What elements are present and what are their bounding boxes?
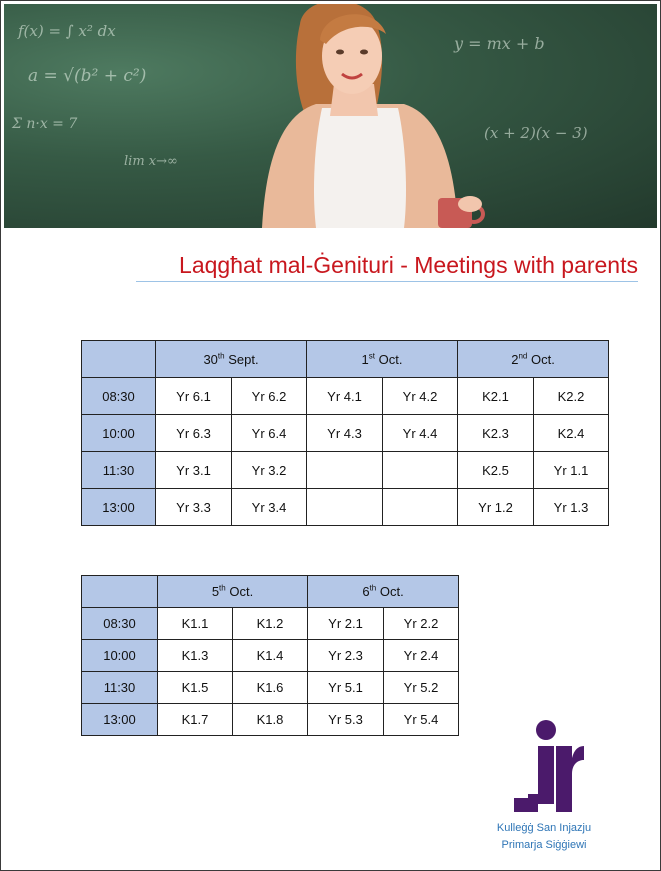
school-name <box>484 820 604 854</box>
class-cell: Yr 4.1 <box>307 378 383 415</box>
title-underline <box>136 281 638 282</box>
time-cell: 13:00 <box>82 489 156 526</box>
class-cell: K1.8 <box>233 704 308 736</box>
class-cell: Yr 2.4 <box>384 640 459 672</box>
chalk-formula: a = √(b² + c²) <box>28 66 147 86</box>
table-row <box>82 704 459 736</box>
table-row <box>82 672 459 704</box>
class-cell: Yr 1.3 <box>534 489 609 526</box>
class-cell: Yr 4.3 <box>307 415 383 452</box>
date-day: 5 <box>211 584 220 599</box>
date-header-cell <box>156 341 307 378</box>
date-header-cell <box>308 576 459 608</box>
class-cell <box>307 489 383 526</box>
date-month: Oct. <box>530 351 555 367</box>
teacher-photo <box>4 4 657 228</box>
class-cell: Yr 2.1 <box>308 608 384 640</box>
date-month: Oct. <box>229 584 254 599</box>
class-cell: Yr 2.2 <box>384 608 459 640</box>
class-cell <box>307 452 383 489</box>
date-day: 30 <box>203 351 218 367</box>
class-cell: K2.4 <box>534 415 609 452</box>
class-cell: Yr 1.2 <box>458 489 534 526</box>
time-cell: 13:00 <box>82 704 158 736</box>
class-cell: Yr 6.1 <box>156 378 232 415</box>
table-header-row <box>82 341 609 378</box>
class-cell: K1.3 <box>158 640 233 672</box>
class-cell: Yr 3.4 <box>232 489 307 526</box>
chalk-formula: y = mx + b <box>454 34 545 53</box>
class-cell: Yr 6.4 <box>232 415 307 452</box>
header-corner-cell <box>82 341 156 378</box>
class-cell: K2.1 <box>458 378 534 415</box>
date-ordinal-suffix: nd <box>518 351 528 361</box>
date-day: 6 <box>362 584 370 599</box>
time-cell: 11:30 <box>82 672 158 704</box>
table-header-row <box>82 576 459 608</box>
class-cell <box>383 489 458 526</box>
class-cell: Yr 6.3 <box>156 415 232 452</box>
class-cell: K2.5 <box>458 452 534 489</box>
table-row <box>82 452 609 489</box>
class-cell: K1.7 <box>158 704 233 736</box>
time-cell: 10:00 <box>82 415 156 452</box>
time-cell: 11:30 <box>82 452 156 489</box>
chalk-formula: (x + 2)(x − 3) <box>484 124 588 142</box>
date-ordinal-suffix: th <box>369 583 377 593</box>
school-name-line-1: Kulleġġ San Injazju <box>496 822 592 834</box>
school-logo <box>508 716 584 816</box>
date-month: Oct. <box>378 351 403 367</box>
table-row <box>82 608 459 640</box>
table-row <box>82 640 459 672</box>
class-cell: K1.2 <box>233 608 308 640</box>
date-day: 2 <box>511 351 519 367</box>
date-day: 1 <box>361 351 369 367</box>
class-cell: K2.3 <box>458 415 534 452</box>
class-cell: Yr 4.4 <box>383 415 458 452</box>
class-cell: Yr 2.3 <box>308 640 384 672</box>
time-cell: 08:30 <box>82 378 156 415</box>
class-cell: Yr 5.3 <box>308 704 384 736</box>
class-cell: Yr 1.1 <box>534 452 609 489</box>
meeting-schedule-table-2 <box>81 575 459 736</box>
date-ordinal-suffix: th <box>219 583 226 593</box>
class-cell: K2.2 <box>534 378 609 415</box>
date-header-cell <box>158 576 308 608</box>
hero-image <box>4 4 657 228</box>
class-cell: K1.4 <box>233 640 308 672</box>
class-cell: Yr 4.2 <box>383 378 458 415</box>
meeting-schedule-table-1 <box>81 340 609 526</box>
class-cell: K1.1 <box>158 608 233 640</box>
chalk-formula: f(x) = ∫ x² dx <box>18 22 116 40</box>
chalk-formula: lim x→∞ <box>124 154 178 169</box>
class-cell <box>383 452 458 489</box>
class-cell: K1.6 <box>233 672 308 704</box>
class-cell: Yr 3.1 <box>156 452 232 489</box>
class-cell: Yr 5.4 <box>384 704 459 736</box>
page-title: Laqgħat mal-Ġenituri - Meetings with parents <box>179 252 638 278</box>
date-header-cell <box>458 341 609 378</box>
class-cell: Yr 6.2 <box>232 378 307 415</box>
class-cell: Yr 5.2 <box>384 672 459 704</box>
time-cell: 10:00 <box>82 640 158 672</box>
class-cell: Yr 3.2 <box>232 452 307 489</box>
date-ordinal-suffix: st <box>368 351 375 361</box>
chalk-formula: Σ n·x = 7 <box>12 116 78 132</box>
date-ordinal-suffix: th <box>217 351 225 361</box>
class-cell: Yr 3.3 <box>156 489 232 526</box>
class-cell: K1.5 <box>158 672 233 704</box>
date-month: Oct. <box>379 584 404 599</box>
table-row <box>82 378 609 415</box>
header-corner-cell <box>82 576 158 608</box>
time-cell: 08:30 <box>82 608 158 640</box>
table-row <box>82 489 609 526</box>
school-name-line-2: Primarja Siġġiewi <box>501 839 587 851</box>
date-header-cell <box>307 341 458 378</box>
date-month: Sept. <box>228 351 259 367</box>
table-row <box>82 415 609 452</box>
class-cell: Yr 5.1 <box>308 672 384 704</box>
